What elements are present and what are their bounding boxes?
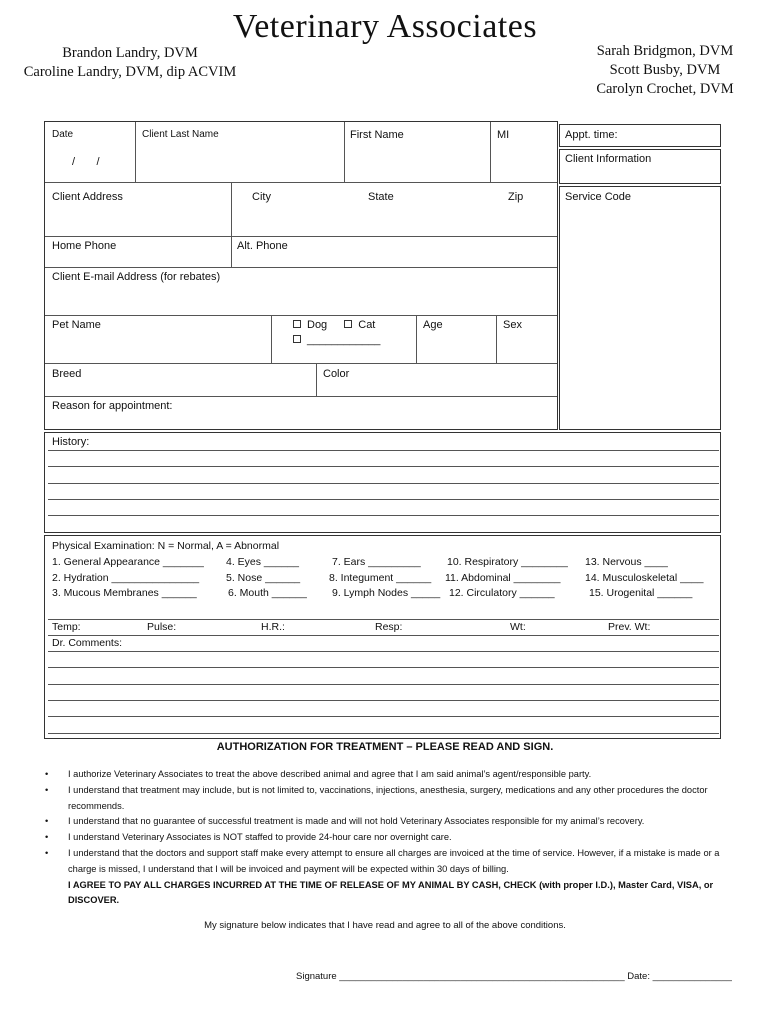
doctor-name: Scott Busby, DVM [609,62,721,78]
email-field[interactable]: Client E-mail Address (for rebates) [52,271,221,283]
dr-comments-label: Dr. Comments: [52,637,123,649]
exam-item[interactable]: 12. Circulatory ______ [449,587,555,599]
list-item [45,767,725,783]
signature-line[interactable]: Signature ______________________________________________________ Date: _______________ [296,971,732,982]
home-phone-field[interactable]: Home Phone [52,240,117,252]
date-field[interactable]: Date [52,129,74,140]
authorization-bullet: I understand that the doctors and support staff make every attempt to ensure all charges are invoiced at the time of service. However, if a mistake is made or a charge is missed, I understand that I will be invoiced and payment will be expected within 30 days of billing. [68,847,720,874]
exam-item[interactable]: 15. Urogenital ______ [589,587,693,599]
doctor-name: Carolyn Crochet, DVM [596,81,734,97]
exam-item[interactable]: 11. Abdominal ________ [445,572,561,584]
color-field[interactable]: Color [323,368,350,380]
bold-statement: I AGREE TO PAY ALL CHARGES INCURRED AT THE TIME OF RELEASE OF MY ANIMAL BY CASH, CHECK (with proper I.D.), Master Card, VISA, or DISCOVER. [68,879,714,906]
bullet-icon: • [45,769,49,779]
vital-hr[interactable]: H.R.: [261,621,285,633]
list-item [45,814,725,830]
page-title: Veterinary Associates [232,8,538,45]
pet-name-field[interactable]: Pet Name [52,319,101,331]
city-field[interactable]: City [252,191,271,203]
appt-time-label: Appt. time: [565,129,618,141]
dog-checkbox[interactable] [293,320,301,328]
service-code-label: Service Code [565,191,632,203]
bullet-icon: • [45,816,49,827]
history-label: History: [52,436,90,448]
reason-field[interactable]: Reason for appointment: [52,400,173,412]
other-species [293,334,380,346]
exam-item[interactable]: 6. Mouth ______ [228,587,307,599]
bullet-icon: • [45,784,49,795]
agreement-text: My signature below indicates that I have read and agree to all of the above conditions. [204,920,566,931]
dog-label: Dog [307,319,328,331]
client-last-name-field[interactable]: Client Last Name [142,129,219,140]
first-name-field[interactable]: First Name [350,129,404,141]
zip-field[interactable]: Zip [508,191,524,203]
doctor-name: Sarah Bridgmon, DVM [596,43,734,59]
doctor-name: Caroline Landry, DVM, dip ACVIM [23,64,237,80]
alt-phone-field[interactable]: Alt. Phone [237,240,288,252]
exam-item[interactable]: 4. Eyes ______ [226,556,299,568]
authorization-bullet: I understand that treatment may include, but is not limited to, vaccinations, injections, anesthesia, surgery, medications and any other procedures the doctor recommends. [68,784,708,811]
vital-temp[interactable]: Temp: [52,621,81,633]
authorization-bullet: I authorize Veterinary Associates to treat the above described animal and agree that I am said animal’s agent/responsible party. [68,769,592,779]
exam-item[interactable]: 8. Integument ______ [329,572,432,584]
bullet-icon: • [45,832,49,843]
list-item [45,830,725,846]
authorization-bullet: I understand Veterinary Associates is NOT staffed to provide 24-hour care nor overnight care. [68,832,452,843]
mi-field[interactable]: MI [497,129,510,141]
exam-item[interactable]: 5. Nose ______ [226,572,301,584]
authorization-heading: AUTHORIZATION FOR TREATMENT – PLEASE READ AND SIGN. [216,741,554,753]
authorization-bullet: I understand that no guarantee of successful treatment is made and will not hold Veterinary Associates responsible for my animal’s recovery. [68,816,645,827]
date-slashes: / / [72,156,100,168]
sex-field[interactable]: Sex [503,319,522,331]
exam-item[interactable]: 10. Respiratory ________ [447,556,568,568]
authorization-list [45,767,725,909]
other-species-blank[interactable]: ____________ [307,334,381,346]
list-item [45,783,725,815]
vital-wt[interactable]: Wt: [510,621,526,633]
state-field[interactable]: State [368,191,394,203]
exam-item[interactable]: 7. Ears _________ [332,556,421,568]
vital-pulse[interactable]: Pulse: [147,621,177,633]
client-address-field[interactable]: Client Address [52,191,123,203]
exam-item[interactable]: 2. Hydration _______________ [52,572,200,584]
species-options [293,319,375,331]
other-checkbox[interactable] [293,335,301,343]
exam-item[interactable]: 1. General Appearance _______ [52,556,204,568]
age-field[interactable]: Age [423,319,443,331]
list-item [45,846,725,878]
client-info-label: Client Information [565,153,652,165]
right-doctors [580,42,750,99]
bullet-icon: • [45,847,49,858]
exam-item[interactable]: 14. Musculoskeletal ____ [585,572,704,584]
cat-label: Cat [358,319,376,331]
vital-prev-wt[interactable]: Prev. Wt: [608,621,651,633]
cat-checkbox[interactable] [344,320,352,328]
doctor-name: Brandon Landry, DVM [62,45,198,61]
breed-field[interactable]: Breed [52,368,82,380]
service-code-box[interactable] [559,186,721,430]
vital-resp[interactable]: Resp: [375,621,403,633]
exam-heading: Physical Examination: N = Normal, A = Abnormal [52,540,280,552]
left-doctors [10,44,250,82]
exam-item[interactable]: 13. Nervous ____ [585,556,668,568]
exam-item[interactable]: 9. Lymph Nodes _____ [332,587,441,599]
exam-item[interactable]: 3. Mucous Membranes ______ [52,587,197,599]
